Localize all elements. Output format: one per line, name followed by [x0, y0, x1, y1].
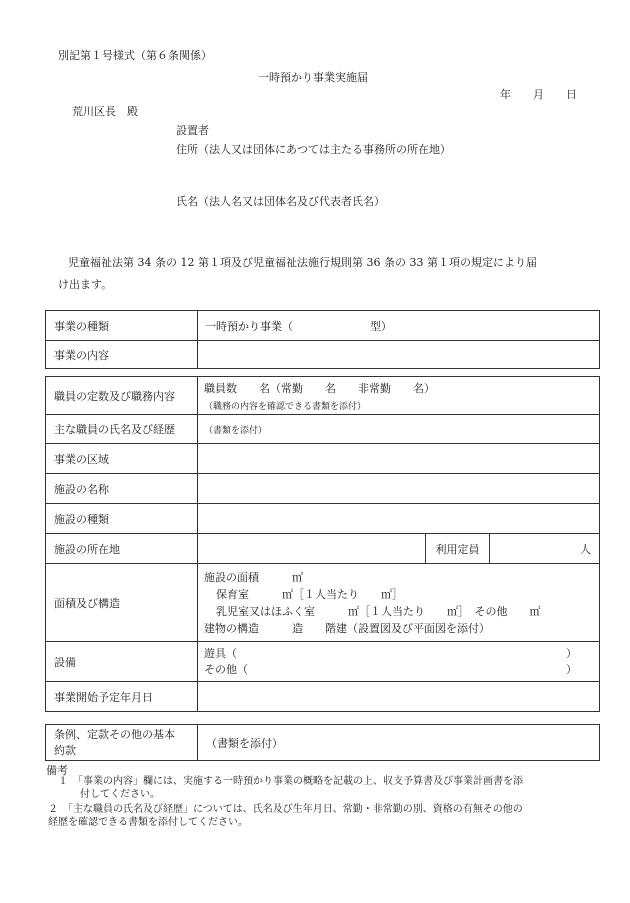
body-text-line2: け出ます。: [58, 278, 113, 291]
note-1-line2: 付してください。: [80, 789, 160, 800]
note-1-line1: １ 「事業の内容」欄には、実施する一時預かり事業の概略を記載の上、収支予算書及び事業計画書を添: [58, 776, 523, 787]
structure-nursery-line: 保育室 ㎡［１人当たり ㎡］: [216, 587, 403, 601]
bylaws-label-line2: 約款: [54, 743, 76, 757]
business-content-value: [198, 341, 600, 369]
business-type-table: [45, 310, 600, 369]
body-text-line1: 児童福祉法第 34 条の 12 第１項及び児童福祉法施行規則第 36 条の 33 第１項の規定により届: [68, 256, 537, 269]
business-type-value: 一時預かり事業（ 型）: [198, 311, 600, 341]
area-value: [198, 444, 600, 474]
staff-label: 職員の定数及び職務内容: [46, 377, 198, 415]
main-staff-value: （書類を添付）: [198, 415, 600, 444]
notes-heading: 備考: [46, 764, 68, 777]
location-value: [198, 534, 426, 564]
facility-table: [45, 376, 600, 712]
business-content-label: 事業の内容: [46, 341, 198, 369]
facility-name-label: 施設の名称: [46, 474, 198, 504]
equipment-toys-close: ）: [566, 646, 578, 660]
area-label: 事業の区域: [46, 444, 198, 474]
structure-label: 面積及び構造: [46, 564, 198, 642]
founder-label: 設置者: [176, 124, 209, 137]
addressee: 荒川区長 殿: [72, 105, 138, 118]
start-date-label: 事業開始予定年月日: [46, 682, 198, 712]
facility-type-value: [198, 504, 600, 534]
location-label: 施設の所在地: [46, 534, 198, 564]
equipment-toys: 遊具（: [204, 646, 237, 660]
address-label: 住所（法人又は団体にあつては主たる事務所の所在地）: [176, 143, 451, 156]
equipment-other-close: ）: [566, 662, 578, 676]
structure-area-line: 施設の面積 ㎡: [204, 570, 303, 584]
structure-building-line: 建物の構造 造 階建（設置図及び平面図を添付）: [204, 621, 490, 635]
facility-type-label: 施設の種類: [46, 504, 198, 534]
bylaws-label-line1: 条例、定款その他の基本: [54, 727, 175, 741]
structure-infant-line: 乳児室又はほふく室 ㎡［１人当たり ㎡］ その他 ㎡: [216, 604, 541, 618]
equipment-value: [198, 642, 600, 682]
note-2-line1: ２ 「主な職員の氏名及び経歴」については、氏名及び生年月日、常勤・非常勤の別、資格の有無その他の: [48, 804, 523, 815]
capacity-label: 利用定員: [426, 534, 490, 564]
start-date-value: [198, 682, 600, 712]
note-2: [48, 803, 523, 829]
note-1: [58, 775, 523, 801]
form-title: 一時預かり事業実施届: [258, 71, 368, 84]
equipment-label: 設備: [46, 642, 198, 682]
staff-value: [198, 377, 600, 415]
equipment-other: その他（: [204, 662, 248, 676]
note-2-line2: 経歴を確認できる書類を添付してください。: [48, 817, 248, 828]
name-label: 氏名（法人名又は団体名及び代表者氏名）: [176, 195, 385, 208]
form-number: 別記第１号様式（第６条関係）: [58, 49, 212, 62]
bylaws-table: [45, 724, 600, 761]
staff-count-line: 職員数 名（常勤 名 非常勤 名）: [204, 381, 435, 395]
bylaws-value: （書類を添付）: [198, 725, 600, 761]
main-staff-label: 主な職員の氏名及び経歴: [46, 415, 198, 444]
capacity-unit: 人: [490, 534, 600, 564]
bylaws-label: [46, 725, 198, 761]
structure-value: [198, 564, 600, 642]
business-type-label: 事業の種類: [46, 311, 198, 341]
staff-duty-note: （職務の内容を確認できる書類を添付）: [204, 401, 367, 412]
date-line: 年 月 日: [500, 88, 577, 101]
facility-name-value: [198, 474, 600, 504]
